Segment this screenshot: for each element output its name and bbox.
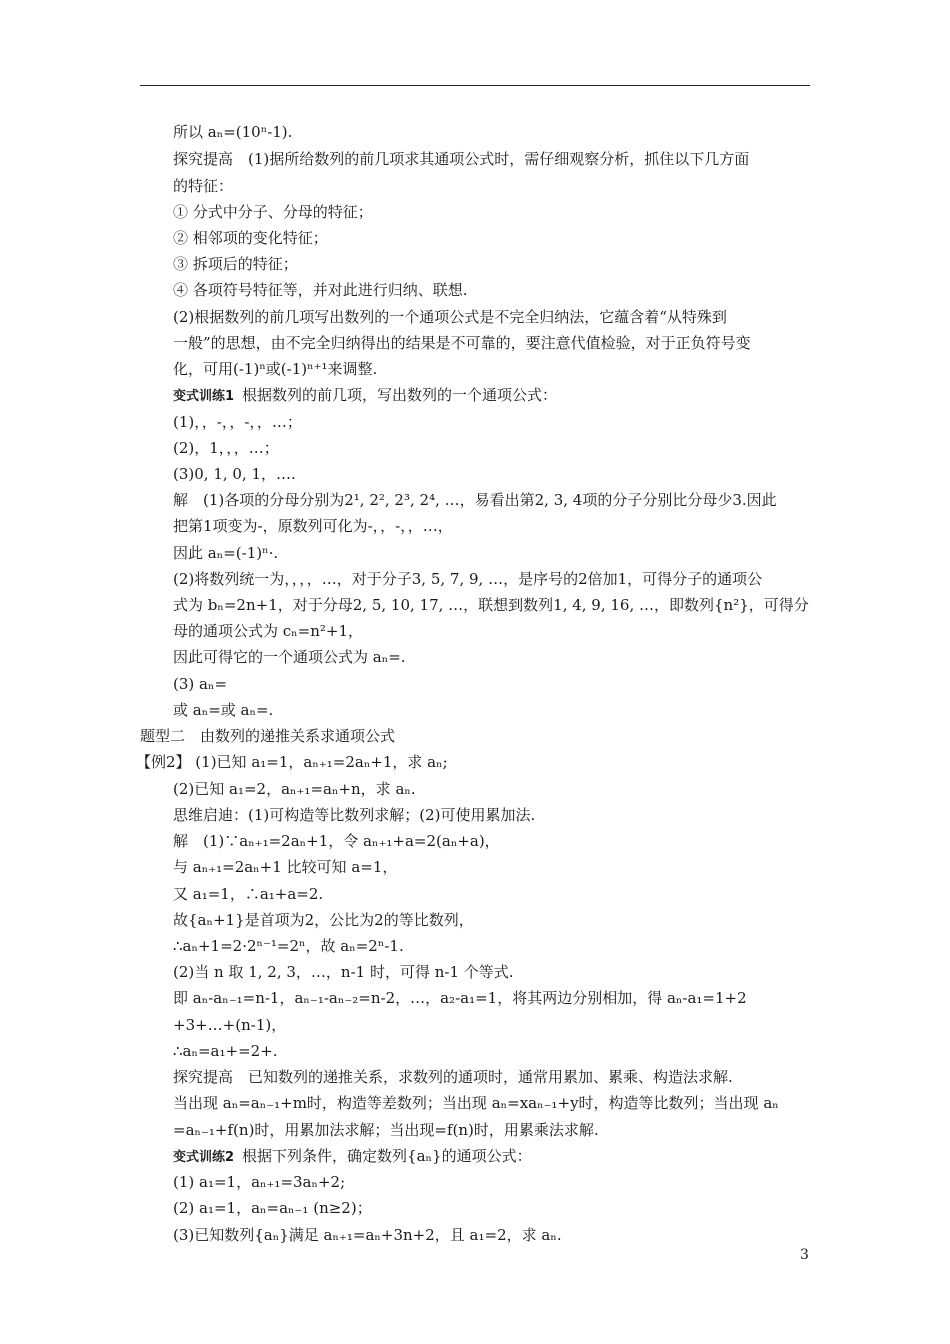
text-line (173, 200, 373, 224)
line-text: ① 分式中分子、分母的特征； (173, 203, 373, 221)
line-text: 化，可用(-1)ⁿ或(-1)ⁿ⁺¹来调整. (173, 360, 378, 378)
line-text: 所以 aₙ=(10ⁿ-1). (173, 123, 293, 141)
text-line (173, 514, 453, 538)
line-text: (3) aₙ= (173, 675, 228, 693)
text-line (173, 567, 762, 591)
text-line (173, 855, 397, 879)
line-text: 当出现 aₙ=aₙ₋₁+m时，构造等差数列；当出现 aₙ=xaₙ₋₁+y时，构造等比数列；当出现 aₙ (173, 1094, 779, 1112)
text-line (173, 436, 279, 460)
line-text: (1) a₁=1，aₙ₊₁=3aₙ+2; (173, 1173, 346, 1191)
line-text: (2)将数列统一为，，，，…，对于分子3, 5, 7, 9, …，是序号的2倍加1，可得分子的通项公 (173, 570, 763, 588)
line-text: 思维启迪：(1)可构造等比数列求解；(2)可使用累加法. (173, 806, 536, 824)
text-line (173, 252, 298, 276)
line-text: 与 aₙ₊₁=2aₙ+1 比较可知 a=1， (173, 858, 398, 876)
line-text: (3)0, 1, 0, 1，…. (173, 465, 296, 483)
line-text: 的特征： (173, 177, 234, 195)
text-line (173, 226, 328, 250)
text-line (140, 724, 395, 748)
line-text: 或 aₙ=或 aₙ=. (173, 701, 274, 719)
text-line (173, 882, 323, 906)
line-text: 母的通项公式为 cₙ=n²+1， (173, 622, 364, 640)
line-text: 根据下列条件，确定数列{aₙ}的通项公式： (242, 1147, 532, 1165)
line-text: (2)根据数列的前几项写出数列的一个通项公式是不完全归纳法，它蕴含着“从特殊到 (173, 308, 727, 326)
text-line (173, 174, 233, 198)
text-line (173, 1170, 345, 1194)
text-line (173, 147, 749, 171)
text-line (173, 541, 278, 565)
text-line (173, 357, 377, 381)
line-text: 因此可得它的一个通项公式为 aₙ=. (173, 648, 406, 666)
line-text: 式为 bₙ=2n+1，对于分母2, 5, 10, 17, …，联想到数列1, 4, 9, 16, …，即数列{n²}，可得分 (173, 596, 809, 614)
text-line (173, 908, 474, 932)
text-line (173, 410, 302, 434)
line-text: 解 (1)∵aₙ₊₁=2aₙ+1，令 aₙ₊₁+a=2(aₙ+a)， (173, 832, 500, 850)
text-line (173, 672, 227, 696)
line-text: (2)已知 a₁=2，aₙ₊₁=aₙ+n，求 aₙ. (173, 780, 416, 798)
line-text: =aₙ₋₁+f(n)时，用累加法求解；当出现=f(n)时，用累乘法求解. (173, 1121, 599, 1139)
line-text: 探究提高 已知数列的递推关系，求数列的通项时，通常用累加、累乘、构造法求解. (173, 1068, 733, 1086)
exercise-tag: 变式训练2 (173, 1150, 235, 1165)
line-text: 【例2】 (1)已知 a₁=1，aₙ₊₁=2aₙ+1，求 aₙ; (136, 753, 448, 771)
line-text: ∴aₙ=a₁+=2+. (173, 1042, 278, 1060)
line-text: 故{aₙ+1}是首项为2，公比为2的等比数列， (173, 911, 474, 929)
line-text: 题型二 由数列的递推关系求通项公式 (140, 727, 396, 745)
page-number: 3 (800, 1247, 809, 1263)
line-text: 一般”的思想，由不完全归纳得出的结果是不可靠的，要注意代值检验，对于正负符号变 (173, 334, 751, 352)
text-line (173, 645, 406, 669)
line-text: ∴aₙ+1=2·2ⁿ⁻¹=2ⁿ，故 aₙ=2ⁿ-1. (173, 937, 404, 955)
text-line (173, 278, 468, 302)
text-line (173, 462, 296, 486)
text-line (173, 1144, 532, 1168)
line-text: 探究提高 (1)据所给数列的前几项求其通项公式时，需仔细观察分析，抓住以下几方面 (173, 150, 750, 168)
line-text: 根据数列的前几项，写出数列的一个通项公式： (242, 386, 558, 404)
text-line (173, 960, 514, 984)
line-text: ④ 各项符号特征等，并对此进行归纳、联想. (173, 281, 468, 299)
text-line (173, 986, 747, 1010)
text-line (173, 305, 727, 329)
header-rule (140, 85, 810, 86)
text-line (173, 120, 292, 144)
text-line (173, 1013, 286, 1037)
text-line (173, 619, 363, 643)
text-line (173, 331, 751, 355)
line-text: 因此 aₙ=(-1)ⁿ·. (173, 544, 279, 562)
exercise-tag: 变式训练1 (173, 389, 235, 404)
text-line (173, 488, 777, 512)
text-line (173, 1223, 562, 1247)
line-text: ③ 拆项后的特征； (173, 255, 298, 273)
text-line (173, 803, 535, 827)
line-text: +3+…+(n-1)， (173, 1016, 287, 1034)
text-line (173, 1118, 599, 1142)
text-line (173, 1196, 372, 1220)
line-text: (2) a₁=1，aₙ=aₙ₋₁ (n≥2)； (173, 1199, 372, 1217)
line-text: 即 aₙ-aₙ₋₁=n-1，aₙ₋₁-aₙ₋₂=n-2，…，a₂-a₁=1，将其两边分别相加，得 aₙ-a₁=1+2 (173, 989, 747, 1007)
text-line (173, 383, 557, 407)
text-line (173, 698, 273, 722)
text-line (136, 750, 448, 774)
text-line (173, 777, 416, 801)
line-text: 又 a₁=1，∴a₁+a=2. (173, 885, 324, 903)
text-line (173, 829, 500, 853)
line-text: ② 相邻项的变化特征； (173, 229, 328, 247)
line-text: (1)，，-，，-，，…； (173, 413, 302, 431)
text-line (173, 593, 809, 617)
line-text: (2)，1，，，…； (173, 439, 279, 457)
text-line (173, 1065, 733, 1089)
text-line (173, 934, 404, 958)
line-text: (2)当 n 取 1, 2, 3，…，n-1 时，可得 n-1 个等式. (173, 963, 514, 981)
line-text: (3)已知数列{aₙ}满足 aₙ₊₁=aₙ+3n+2，且 a₁=2，求 aₙ. (173, 1226, 562, 1244)
text-line (173, 1039, 278, 1063)
line-text: 解 (1)各项的分母分别为2¹, 2², 2³, 2⁴, …，易看出第2, 3, 4项的分子分别比分母少3.因此 (173, 491, 777, 509)
line-text: 把第1项变为-，原数列可化为-，，-，，…， (173, 517, 453, 535)
text-line (173, 1091, 779, 1115)
